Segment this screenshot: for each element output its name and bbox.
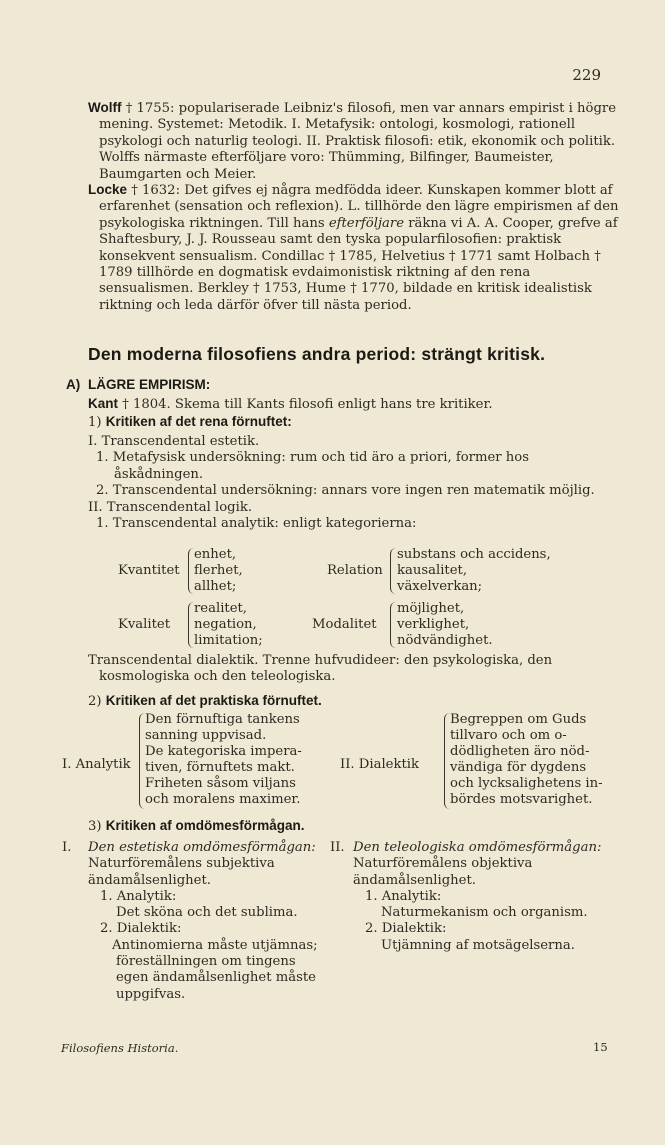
kvantitet-items — [194, 547, 243, 596]
kvalitet-item: limitation; — [194, 633, 263, 649]
kvalitet-item: realitet, — [194, 601, 248, 616]
locke-text-after: räkna vi A. A. Cooper, grefve af Shaftesbury, J. J. Rousseau samt den tyska popularfilosofien: praktisk konsekvent sensualism. Condillac † 1785, Helvetius † 1771 samt Holbach † 1789 tillhörde en dogmatisk evdaimonistisk riktning af den rena sensualismen. Berkley † 1753, Hume † 1770, bildade en kritisk idealistisk riktning och leda därför öfver till nästa period. — [99, 215, 618, 313]
relation-items — [397, 547, 551, 596]
page-number: 229 — [572, 66, 601, 84]
section-heading: Den moderna filosofiens andra period: strängt kritisk. — [88, 344, 546, 364]
kvalitet-label: Kvalitet — [118, 617, 171, 632]
modalitet-item: verklighet, — [397, 617, 470, 633]
kvantitet-item: enhet, — [194, 547, 237, 562]
relation-label: Relation — [327, 563, 383, 578]
critique-1-label: 1) — [88, 415, 102, 430]
critique-1-body — [88, 434, 620, 532]
left-title: Den estetiska omdömesförmågan: — [88, 840, 316, 855]
c1-line-4: II. Transcendental logik. — [88, 499, 253, 515]
dialektik-block — [450, 712, 625, 809]
critique-3-heading — [88, 818, 620, 835]
left-line-5: Antinomierna måste utjämnas; föreställningen om tingens egen ändamålsenlighet måste uppgifvas. — [112, 937, 318, 1002]
left-line-4: 2. Dialektik: — [100, 921, 182, 937]
wolff-name: Wolff — [88, 100, 122, 115]
signature-number: 15 — [593, 1040, 608, 1054]
locke-text-before: † 1632: Det gifves ej några medfödda ideer. Kunskapen kommer blott af erfarenhet (sensation och reflexion). L. tillhörde den lägre empirismen af den psykologiska riktningen. Till hans — [99, 183, 619, 231]
kvantitet-item: flerhet, — [194, 563, 243, 579]
aesthetic-column — [88, 840, 324, 1003]
kant-text: † 1804. Skema till Kants filosofi enligt hans tre kritiker. — [118, 397, 493, 412]
transcendental-dialektik — [88, 653, 620, 686]
dialektik-line: dödligheten äro nöd- — [450, 744, 590, 760]
right-line-1: Naturföremålens objektiva ändamålsenlighet. — [353, 856, 533, 888]
dialektik-line: vändiga för dygdens — [450, 760, 587, 776]
critique-1-heading — [88, 414, 620, 431]
analytik-line: tiven, förnuftets makt. — [145, 760, 295, 776]
analytik-line: Friheten såsom viljans — [145, 776, 296, 792]
critique-1-title: Kritiken af det rena förnuftet: — [105, 414, 292, 429]
teleological-column — [353, 840, 625, 954]
wolff-text: † 1755: populariserade Leibniz's filosofi, men var annars empirist i högre mening. Systemet: Metodik. I. Metafysik: ontologi, kosmologi, rationell psykologi och naturlig teologi. II. Praktisk filosofi: etik, ekonomik och politik. Wolffs närmaste efterföljare voro: Thümming, Bilfinger, Baumeister, Baumgarten och Meier. — [99, 101, 616, 182]
kvalitet-item: negation, — [194, 617, 257, 633]
modalitet-item: möjlighet, — [397, 601, 465, 616]
relation-item: växelverkan; — [397, 579, 483, 595]
c1-line-2: 1. Metafysisk undersökning: rum och tid äro a priori, former hos åskådningen. — [96, 450, 529, 482]
critique-3-title: Kritiken af omdömesförmågan. — [105, 818, 305, 833]
left-line-3: Det sköna och det sublima. — [116, 905, 298, 921]
part-a-title: LÄGRE EMPIRISM: — [88, 377, 211, 392]
relation-item: substans och accidens, — [397, 547, 551, 562]
locke-name: Locke — [88, 182, 128, 197]
right-line-4: 2. Dialektik: — [365, 921, 447, 937]
footer-title: Filosofiens Historia. — [61, 1041, 179, 1055]
wolff-paragraph — [88, 100, 620, 183]
right-title: Den teleologiska omdömesförmågan: — [353, 840, 602, 855]
right-line-5: Utjämning af motsägelserna. — [381, 937, 575, 953]
modalitet-items — [397, 601, 493, 650]
kvantitet-label: Kvantitet — [118, 563, 180, 578]
kant-line — [88, 396, 620, 413]
kant-name: Kant — [88, 396, 118, 411]
kvantitet-item: allhet; — [194, 579, 237, 595]
right-label: II. — [330, 840, 345, 855]
left-label: I. — [62, 840, 72, 855]
left-line-2: 1. Analytik: — [100, 888, 177, 904]
analytik-line: Den förnuftiga tankens — [145, 712, 300, 727]
right-line-2: 1. Analytik: — [365, 888, 442, 904]
analytik-line: De kategoriska impera- — [145, 744, 302, 760]
analytik-label: I. Analytik — [62, 757, 131, 772]
analytik-line: sanning uppvisad. — [145, 728, 267, 744]
dialektik-line: Begreppen om Guds — [450, 712, 587, 727]
dialektik-label: II. Dialektik — [340, 757, 419, 772]
modalitet-item: nödvändighet. — [397, 633, 493, 649]
left-line-1: Naturföremålens subjektiva ändamålsenlighet. — [88, 856, 275, 888]
critique-2-label: 2) — [88, 694, 102, 709]
kvalitet-items — [194, 601, 263, 650]
critique-3-label: 3) — [88, 819, 102, 834]
relation-item: kausalitet, — [397, 563, 468, 579]
critique-2-title: Kritiken af det praktiska förnuftet. — [105, 693, 322, 708]
c1-line-5: 1. Transcendental analytik: enligt kategorierna: — [96, 516, 417, 532]
right-line-3: Naturmekanism och organism. — [381, 905, 588, 921]
analytik-line: och moralens maximer. — [145, 792, 301, 808]
modalitet-label: Modalitet — [312, 617, 377, 632]
locke-paragraph — [88, 182, 620, 314]
critique-2-heading — [88, 693, 620, 710]
dialektik-line: bördes motsvarighet. — [450, 792, 593, 808]
part-a-label: A) — [66, 377, 81, 392]
analytik-block — [145, 712, 345, 809]
c1-line-1: I. Transcendental estetik. — [88, 434, 260, 449]
dialektik-line: tillvaro och om o- — [450, 728, 567, 744]
dialektik-text: Transcendental dialektik. Trenne hufvudideer: den psykologiska, den kosmologiska och den teleologiska. — [88, 653, 553, 685]
locke-text-italic: efterföljare — [328, 215, 405, 231]
c1-line-3: 2. Transcendental undersökning: annars vore ingen ren matematik möjlig. — [96, 483, 595, 499]
dialektik-line: och lycksalighetens in- — [450, 776, 603, 792]
